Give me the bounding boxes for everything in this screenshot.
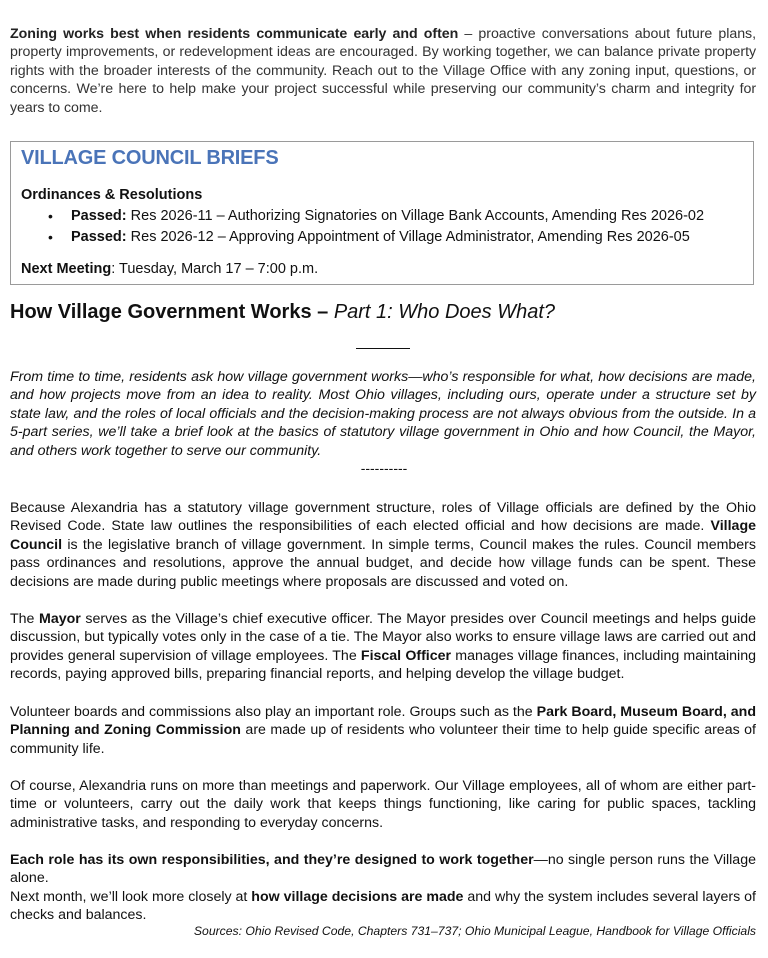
- paragraph-next-month: [10, 888, 756, 925]
- zoning-body-text: – proactive conversations about future plans, property improvements, or redevelopment ideas are encouraged. By working together, we can balance private property rights with the broader interests of the community. Reach out to the Village Office with any zoning input, questions, or concerns. We’re here to help make your project successful while preserving our community’s charm and integrity for years to come.: [10, 26, 756, 116]
- paragraph-text: is the legislative branch of village government. In simple terms, Council makes the rules. Council members pass ordinances and resolutions, approve the annual budget, and decide how village funds can be spent. These decisions are made during public meetings where proposals are discussed and voted on.: [10, 536, 756, 590]
- briefs-subtitle: Ordinances & Resolutions: [21, 187, 203, 203]
- paragraph-text: and why the system includes several layers of checks and balances.: [10, 889, 756, 924]
- zoning-intro-paragraph: [10, 25, 756, 117]
- briefs-item-status: Passed:: [71, 208, 127, 224]
- boards-term: Park Board, Museum Board, and Planning and Zoning Commission: [10, 704, 756, 739]
- paragraph-text: —no single person runs the Village alone.: [10, 852, 756, 887]
- paragraph-text: The: [10, 611, 40, 627]
- paragraph-village-council: [10, 499, 756, 591]
- briefs-list-item: [21, 206, 704, 227]
- fiscal-officer-term: Fiscal Officer: [360, 647, 452, 664]
- zoning-lead-text: Zoning works best when residents communicate early and often: [10, 26, 459, 42]
- paragraph-mayor: [10, 610, 756, 684]
- briefs-list-item: [21, 227, 704, 248]
- dash-divider: ----------: [360, 460, 408, 476]
- roles-emphasis: Each role has its own responsibilities, and they’re designed to work together: [10, 852, 534, 868]
- mayor-term: Mayor: [39, 611, 81, 627]
- paragraph-text: serves as the Village’s chief executive officer. The Mayor presides over Council meetings and helps guide discussion, but typically votes only in the case of a tie. The Mayor also works to ensure village laws are carried out and provides general supervision of village employees. The: [10, 611, 757, 664]
- headline-subtitle: Part 1: Who Does What?: [333, 301, 556, 323]
- next-meeting-label: Next Meeting: [21, 261, 112, 277]
- paragraph-text: manages village finances, including maintaining records, paying approved bills, preparing financial reports, and helping develop the village budget.: [10, 647, 756, 683]
- headline-separator: –: [311, 301, 334, 323]
- decisions-term: how village decisions are made: [251, 889, 464, 905]
- paragraph-employees: Of course, Alexandria runs on more than meetings and paperwork. Our Village employees, all of whom are either part-time or volunteers, carry out the daily work that keeps things functioning, like caring for public spaces, tackling administrative tasks, and responding to everyday concerns.: [10, 778, 756, 831]
- paragraph-text: Because Alexandria has a statutory village government structure, roles of Village officials are defined by the Ohio Revised Code. State law outlines the responsibilities of each elected official and how decisions are made.: [10, 500, 756, 535]
- next-meeting-value: : Tuesday, March 17 – 7:00 p.m.: [111, 261, 319, 277]
- sources-citation: Sources: Ohio Revised Code, Chapters 731–737; Ohio Municipal League, Handbook for Village Officials: [193, 924, 756, 938]
- headline-main: How Village Government Works: [10, 301, 312, 323]
- paragraph-roles: [10, 851, 756, 888]
- council-briefs-box: [10, 141, 754, 285]
- briefs-item-text: Res 2026-11 – Authorizing Signatories on Village Bank Accounts, Amending Res 2026-02: [126, 208, 705, 224]
- article-intro: From time to time, residents ask how village government works—who’s responsible for what, how decisions are made, and how projects move from an idea to reality. Most Ohio villages, including ours, operate under a structure set by state law, and the roles of local officials and the decision-making process are not always obvious from the outside. In a 5-part series, we’ll take a brief look at the basics of statutory village government in Ohio and how Council, the Mayor, and others work together to serve our community.: [10, 369, 756, 459]
- briefs-item-text: Res 2026-12 – Approving Appointment of Village Administrator, Amending Res 2026-05: [126, 229, 690, 245]
- paragraph-text: Next month, we’ll look more closely at: [10, 889, 252, 905]
- briefs-item-status: Passed:: [71, 229, 127, 245]
- paragraph-text: are made up of residents who volunteer their time to help guide specific areas of community life.: [10, 722, 756, 757]
- divider-rule: [356, 348, 410, 349]
- next-meeting: [21, 261, 318, 277]
- village-council-term: Village Council: [10, 518, 756, 553]
- bullet-icon: •: [48, 229, 53, 245]
- briefs-title: VILLAGE COUNCIL BRIEFS: [21, 147, 279, 169]
- paragraph-volunteer-boards: [10, 703, 756, 758]
- bullet-icon: •: [48, 208, 53, 224]
- paragraph-text: Volunteer boards and commissions also play an important role. Groups such as the: [10, 704, 537, 720]
- briefs-list: [21, 206, 704, 248]
- article-headline: [10, 301, 555, 324]
